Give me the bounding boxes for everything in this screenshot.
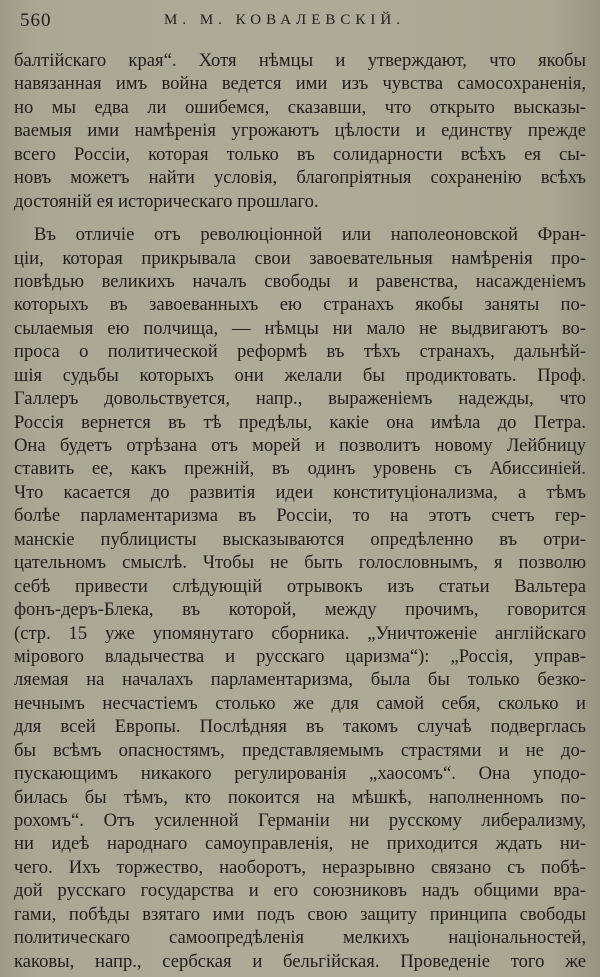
text-line: шія судьбы которыхъ они желали бы продиктовать. Проф. [14,364,586,386]
paragraph [14,223,586,973]
text-line: сылаемыя ею полчища, — нѣмцы ни мало не выдвигаютъ во- [14,317,586,339]
text-line: ставить ее, какъ прежній, въ одинъ уровень съ Абиссиніей. [14,458,586,480]
running-head: М. М. КОВАЛЕВСКІЙ. [164,12,405,28]
text-line: билась бы тѣмъ, кто покоится на мѣшкѣ, наполненномъ по- [14,786,586,808]
text-line: манскіе публицисты высказываются опредѣленно въ отри- [14,528,586,550]
page-header [14,10,586,38]
text-line: балтійскаго края“. Хотя нѣмцы и утверждают, что якобы [14,50,586,71]
text-line: Она будетъ отрѣзана отъ морей и позволитъ новому Лейбницу [14,435,586,456]
text-line: дой русскаго государства и его союзниковъ надъ общими вра- [14,880,586,902]
text-line: всего Россіи, которая только въ солидарности всѣхъ ея сы- [14,143,586,165]
text-line: бы всѣмъ опасностямъ, представляемымъ страстями и не до- [14,739,586,761]
text-line: Въ отличіе отъ революціонной или наполеоновской Фран- [34,224,586,246]
text-line: нечнымъ несчастіемъ столько же для самой себя, сколько и [14,692,586,714]
text-line: гами, побѣды взятаго ими подъ свою защиту принципа свободы [14,903,586,925]
text-line: болѣе парламентаризма въ Россіи, то на этотъ счетъ гер- [14,505,586,527]
text-line: ляемая на началахъ парламентаризма, была бы только безко- [14,669,586,691]
text-line: повѣдью великихъ началъ свободы и равенства, насажденіемъ [14,270,586,292]
text-line: мірового владычества и русскаго царизма“): „Россія, управ- [14,645,586,667]
text-line: ціи, которая прикрывала свои завоевательныя намѣренія про- [14,247,586,269]
text-line: себѣ привести слѣдующій отрывокъ изъ статьи Вальтера [14,575,586,597]
text-line: но мы едва ли ошибемся, сказавши, что открыто высказы- [14,96,586,118]
text-line: (стр. 15 уже упомянутаго сборника. „Уничтоженіе англійскаго [14,622,586,644]
text-line: которыхъ въ завоеванныхъ ею странахъ якобы заняты по- [14,294,586,316]
text-line: фонъ-деръ-Блека, въ которой, между прочимъ, говорится [14,599,586,621]
text-line: навязанная имъ война ведется ими изъ чувства самосохраненія, [14,73,586,95]
text-line: каковы, напр., сербская и бельгійская. Проведеніе того же [14,950,586,972]
text-line: Россія вернется въ тѣ предѣлы, какіе она имѣла до Петра. [14,411,586,433]
paragraph [14,49,586,213]
text-line: чего. Ихъ торжество, наоборотъ, неразрывно связано съ побѣ- [14,856,586,878]
text-line: рохомъ“. Отъ усиленной Германіи ни русскому либерализму, [14,810,586,831]
text-line: ваемыя ими намѣренія угрожаютъ цѣлости и единству прежде [14,120,586,142]
paragraph-gap [14,213,586,223]
text-line: политическаго самоопредѣленія мелкихъ національностей, [14,927,586,949]
body-text [14,49,586,973]
text-line: ни идеѣ народнаго самоуправленія, не приходится ждать ни- [14,833,586,855]
text-line: достояній ея историческаго прошлаго. [14,190,319,212]
text-line: Что касается до развитія идеи конституціонализма, а тѣмъ [14,481,586,503]
text-line: новъ можетъ найти условія, благопріятныя сохраненію всѣхъ [14,167,586,189]
text-line: цательномъ смыслѣ. Чтобы не быть голословнымъ, я позволю [14,552,586,574]
text-line: Галлеръ довольствуется, напр., выраженіемъ надежды, что [14,388,586,410]
text-line: пускающимъ никакого регулированія „хаосомъ“. Она уподо- [14,763,586,785]
text-line: для всей Европы. Послѣдняя въ такомъ случаѣ подверглась [14,716,586,738]
page-number: 560 [20,10,52,31]
text-line: проса о политической реформѣ въ тѣхъ странахъ, дальнѣй- [14,341,586,363]
